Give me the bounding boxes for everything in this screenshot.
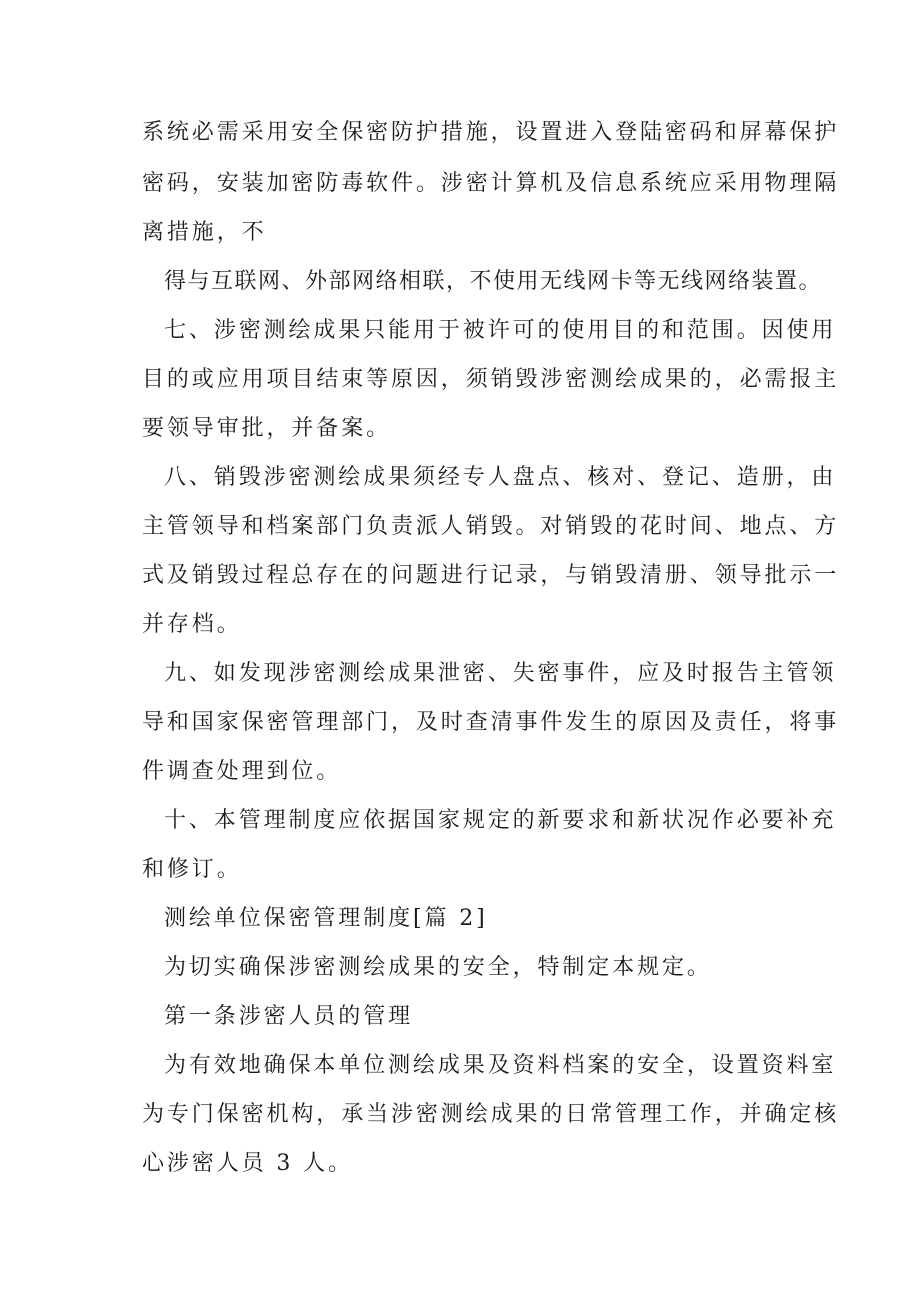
text-line: 系统必需采用安全保密防护措施，设置进入登陆密码和屏幕保护 bbox=[142, 120, 840, 145]
text-line: 并存档。 bbox=[142, 612, 242, 637]
text-line: 和修订。 bbox=[142, 857, 242, 882]
section-heading: 测绘单位保密管理制度[篇 2] bbox=[164, 906, 488, 931]
paragraph-8-line: 八、销毁涉密测绘成果须经专人盘点、核对、登记、造册，由 bbox=[164, 465, 837, 490]
text-line: 密码，安装加密防毒软件。涉密计算机及信息系统应采用物理隔 bbox=[142, 171, 840, 196]
text-line: 要领导审批，并备案。 bbox=[142, 416, 392, 441]
text-line: 心涉密人员 3 人。 bbox=[142, 1151, 353, 1176]
text-line: 为专门保密机构，承当涉密测绘成果的日常管理工作，并确定核 bbox=[142, 1102, 840, 1127]
text-line: 件调查处理到位。 bbox=[142, 759, 342, 784]
paragraph-10-line: 十、本管理制度应依据国家规定的新要求和新状况作必要补充 bbox=[164, 808, 837, 833]
paragraph-7-line: 七、涉密测绘成果只能用于被许可的使用目的和范围。因使用 bbox=[164, 318, 837, 343]
text-line: 为有效地确保本单位测绘成果及资料档案的安全，设置资料室 bbox=[164, 1053, 837, 1078]
text-line: 为切实确保涉密测绘成果的安全，特制定本规定。 bbox=[164, 955, 712, 980]
paragraph-9-line: 九、如发现涉密测绘成果泄密、失密事件，应及时报告主管领 bbox=[164, 661, 837, 686]
text-line: 式及销毁过程总存在的问题进行记录，与销毁清册、领导批示一 bbox=[142, 563, 840, 588]
text-line: 离措施，不 bbox=[142, 220, 267, 245]
text-line: 得与互联网、外部网络相联，不使用无线网卡等无线网络装置。 bbox=[164, 269, 823, 294]
text-line: 主管领导和档案部门负责派人销毁。对销毁的花时间、地点、方 bbox=[142, 514, 840, 539]
text-line: 目的或应用项目结束等原因，须销毁涉密测绘成果的，必需报主 bbox=[142, 367, 840, 392]
text-line: 导和国家保密管理部门，及时查清事件发生的原因及责任，将事 bbox=[142, 710, 840, 735]
article-heading: 第一条涉密人员的管理 bbox=[164, 1004, 414, 1029]
